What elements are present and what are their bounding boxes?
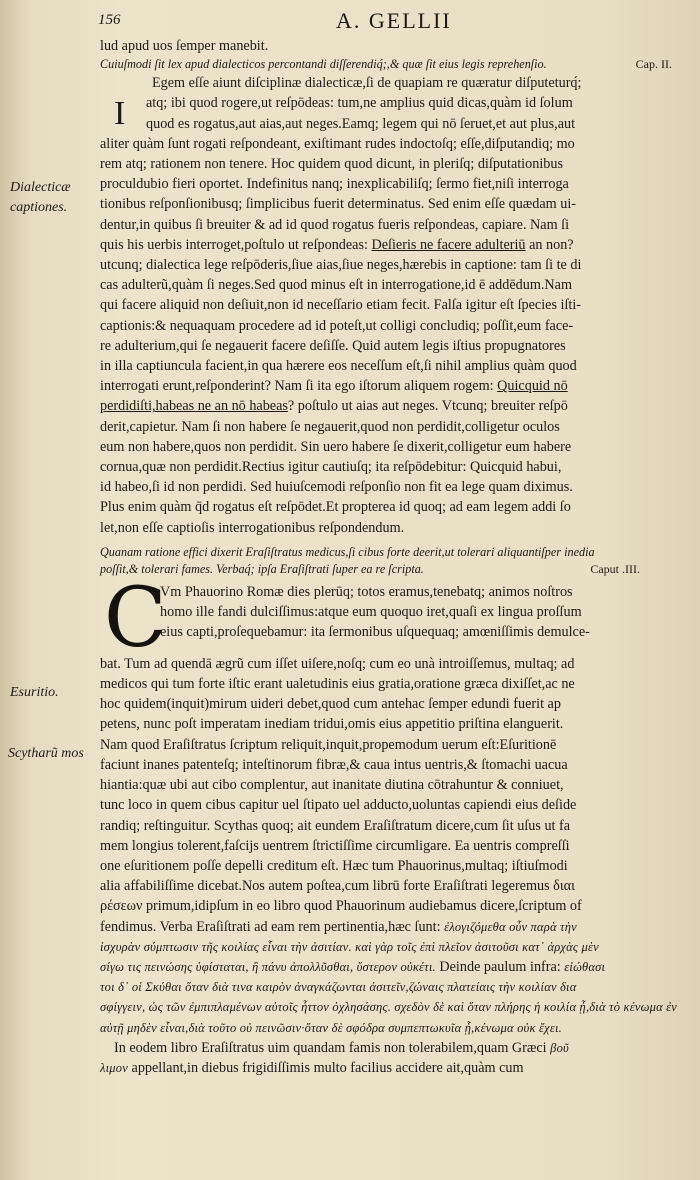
text-line: Egem eſſe aiunt diſciplinæ dialecticæ,ſi de quapiam re quæratur diſputeturq́; [152,75,582,92]
greek-line: αὐτῇ μηδὲν εἶναι,διὰ τοῦτο οὐ πεινῶσιν·ὅταν δὲ σφόδρα συμπεπτωκυῖα ᾖ,κένωμα οὐκ ἔχει. [100,1020,562,1035]
greek-line: σφίγγειν, ὡς τῶν ἐμπιπλαμένων αὐτοῖς ἧττον ὀχλησάσης. σχεδὸν δὲ καὶ ὅταν πλήρης ἡ κοιλία ᾖ,διὰ τὸ κένωμα ἐν [100,1000,678,1015]
margin-note-dialectica: Dialecticæ captiones. [10,180,71,215]
text-line: eius capti,proſequebamur: ita ſermonibus uſquequaq; amœniſſimis demulce- [160,624,590,641]
text-line: Vm Phauorino Romæ dies plerūq; totos eramus,tenebatq; animos noſtros [160,583,573,600]
text-line: bat. Tum ad quendā ægrũ cum iſſet uiſere,noſq; cum eo unà introiſſemus, multaq; ad [100,655,575,672]
text-line: tunc loco in quem cibus capitur uel ſtipato uel adducto,uoluntas capiendi eius deſide [100,797,577,814]
text-line: cornua,quæ non perdidit.Rectius igitur cautiuſq; ita reſpōdebitur: Quicquid habui, [100,459,562,476]
underlined-phrase: perdidiſti,habeas ne an nō habeas [100,398,288,415]
greek-text: σίγω τις πεινώσης ὑφίσταται, ἢ πάνυ ἀπολλῦσθαι, ὕστερον οὐκέτι. [100,959,436,974]
greek-text: εἰώθασι [564,959,606,974]
running-head: A. GELLII [336,8,452,33]
text-line: mem longius tolerent,faſcijs uentrem ſtrictiſſime circumligare. Ea uentris compreſſi [100,837,570,854]
drop-cap: C [104,570,167,666]
chapter-rubric: Cap. II. Cuiuſmodi ſit lex apud dialecticos percontandi diſſerendiq́;,& quæ ſit eius legis reprehenſio. [100,56,680,73]
text-line: fendimus. Verba Eraſiſtrati ad eam rem pertinentia,hæc ſunt: ἐλογιζόμεθα οὖν παρὰ τὴν [100,918,577,935]
chapter-3-text [100,570,680,1078]
text-line: alia affabiliſſime dicebat.Nos autem poſtea,cum librū forte Eraſiſtrati legeremus διαι [100,878,575,895]
text-line: dentur,in quibus ſi breuiter & ad id quod rogatus fueris reſpondeas, capiare. Nam ſi [100,216,570,233]
text-line: randiq; reſtinguitur. Scythas quoq; ait eundem Eraſiſtratum dicere,cum ſit uſus ut fa [100,817,571,834]
text-line: let,non eſſe captioſis interrogationibus reſpondendum. [100,519,405,536]
margin-note-scythae: Scytharũ mos [8,746,84,761]
text-line: σίγω τις πεινώσης ὑφίσταται, ἢ πάνυ ἀπολλῦσθαι, ὕστερον οὐκέτι. Deinde paulum infra: εἰώθασι [100,958,606,975]
page-header [96,10,686,34]
greek-line: τοι δ᾽ οἱ Σκύθαι ὅταν διὰ τινα καιρὸν ἀναγκάζωνται ἀσιτεῖν,ζώναις πλατείαις τὴν κοιλίαν δια [100,980,577,995]
text-line: id habeo,ſi id non perdidi. Sed huiuſcemodi reſponſio non fit ea lege quam diximus. [100,479,573,496]
text-line: faciunt inanes patenteſq; inteſtinorum fibræ,& caua intus uentris,& ſtomachi uacua [100,756,568,773]
text-line: eum non habere,quos non perdidit. Sin uero habere ſe dixerit,colligetur eum habere [100,438,572,455]
chapter-rubric: Quanam ratione effici dixerit Eraſiſtratus medicus,ſi cibus forte deerit,ut tolerari aliquantiſper inedia [100,544,595,559]
text-line: aliter quàm ſunt rogati reſpondeant, exiſtimant rudes indoctoſq; eſſe,diſputandiq; mo [100,135,575,152]
text-line: in illa captiuncula facient,in qua hærere eos neceſſum eſt,ſi nihil amplius quàm quod [100,358,577,375]
underlined-phrase: Quicquid nō [497,378,568,395]
chapter-rubric-cont: Caput .III. poſſit,& tolerari fames. Verbaq́; ipſa Eraſiſtrati ſuper ea re ſcripta. [100,561,680,578]
text-line: one eſuritionem poſſe depelli creditum eſt. Hæc tum Phauorinus,multaq; iſtiuſmodi [100,857,568,874]
text-line: rem atq; rationem non tenere. Hoc quidem quod dicunt, in pleriſq; diſputationibus [100,156,563,173]
chapter-number: Cap. II. [635,57,672,72]
text-line: quis his uerbis interroget,poſtulo ut reſpondeas: Deſieris ne facere adulteriū an non? [100,236,574,253]
text-line: Nam quod Eraſiſtratus ſcriptum reliquit,inquit,propemodum uerum eſt:Eſuritionē [100,736,557,753]
greek-text: λιμον [100,1060,128,1075]
text-line: hoc quidem(inquit)mirum uideri debet,quod cum antehac ſemper edundi fuerit ap [100,696,561,713]
initial-letter: I [114,95,126,133]
text-line: qui facere aliquid non deſiuit,non id neceſſario etiam fecit. Falſa igitur eſt ſpecies iſti- [100,297,582,314]
text-line: derit,capietur. Nam ſi non habere ſe negauerit,quod non perdidit,colligetur oculos [100,418,560,435]
text-line: tionibus reſponſionibusq; ſimplicibus fuerit determinatus. Sed enim eſſe quædam ui- [100,196,577,213]
chapter-2-text [100,73,680,538]
greek-line: ἰσχυρὰν σύμπτωσιν τῆς κοιλίας εἶναι τὴν ἀσιτίαν. καὶ γὰρ τοῖς ἐπὶ πλεῖον ἀσιτοῦσι κατ᾽ ἀρχὰς μὲν [100,939,599,954]
text-line: medicos qui tum forte iſtic erant ualetudinis eius gratia,oratione græca dixiſſet,ac ne [100,676,575,693]
text-line: atq; ibi quod rogere,ut reſpōdeas: tum,ne amplius quid dicas,quàm id ſolum [146,95,573,112]
margin-note-esuritio: Esuritio. [10,685,59,700]
text-line: ρέσεων primum,idipſum in eo libro quod Phauorinum audiebamus dicere,ſcriptum of [100,898,582,915]
text-line: hiantia:quæ ubi aut cibo complentur, aut inanitate diutina cōtrahuntur & conniuet, [100,777,564,794]
greek-text: ἐλογιζόμεθα οὖν παρὰ τὴν [444,919,577,934]
text-line: utcunq; dialectica lege reſpōderis,ſiue aias,ſiue neges,hærebis in captione: tam ſi te di [100,257,582,274]
folio-number: 156 [98,12,121,28]
text-line: In eodem libro Eraſiſtratus uim quandam famis non tolerabilem,quam Græci βοῦ [114,1039,569,1056]
text-line: homo ille fandi dulciſſimus:atque eum quoquo iret,quaſi ex lingua proſſum [160,604,582,621]
greek-text: βοῦ [550,1040,569,1055]
text-line: cas adulterũ,quàm ſi neges.Sed quod minus eſt in interrogatione,id ē addēdum.Nam [100,277,573,294]
text-line: lud apud uos ſemper manebit. [100,38,269,54]
text-line: λιμον appellant,in diebus frigidiſſimis multo facilius accidere ait,quàm cum [100,1059,524,1076]
text-line: re adulterium,qui ſe negauerit facere deſiſſe. Quid autem legis iſtius propugnatores [100,337,566,354]
text-line: perdidiſti,habeas ne an nō habeas? poſtulo ut aias aut neges. Vtcunq; breuiter reſpō [100,398,568,415]
text-line: interrogati erunt,reſponderint? Nam ſi ita ego iſtorum aliquem rogem: Quicquid nō [100,378,568,395]
chapter-number: Caput .III. [590,561,640,576]
underlined-phrase: Deſieris ne facere adulteriū [371,236,526,253]
text-line: petens, nunc poſt imperatam inediam tridui,omis eius appetitio priſtina elanguerit. [100,716,564,733]
main-text [100,36,680,1078]
text-line: proculdubio fieri oportet. Indefinitus nanq; inexplicabiliſq; ſermo fiet,niſi interroga [100,176,569,193]
text-line: Plus enim quàm q̄d rogatus eſt reſpōdet.Et propterea id quoq; ad eam legem addi ſo [100,499,571,516]
text-line: captionis:& nequaquam procedere ad id poteſt,ut colligi concludiq; poſſit,eum face- [100,317,574,334]
text-line: quod es rogatus,aut aias,aut neges.Eamq; legem qui nō ſeruet,et aut plus,aut [146,115,576,132]
